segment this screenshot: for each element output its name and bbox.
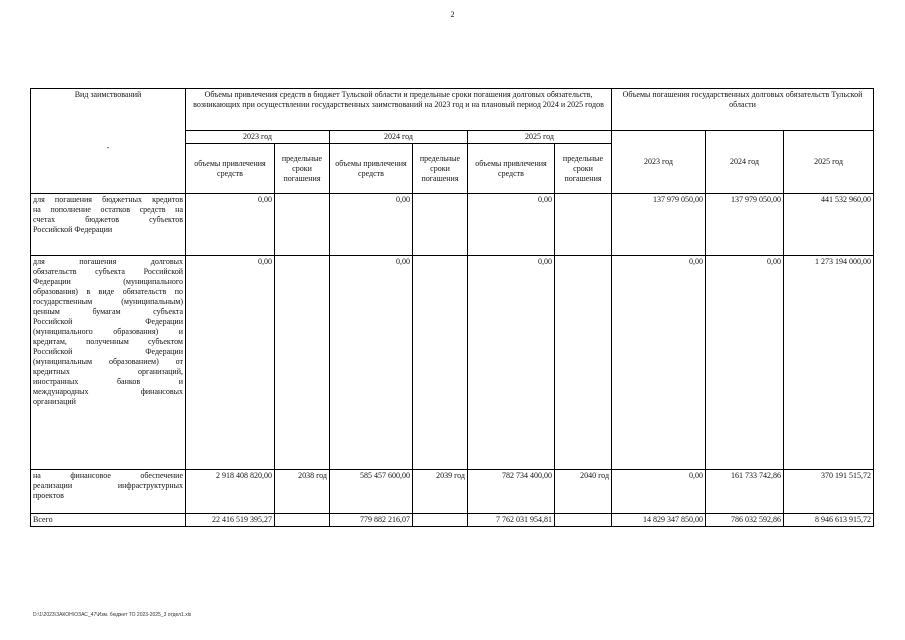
description-line: для погашения бюджетных кредитов [33,195,183,204]
cell-t2023 [275,194,330,256]
total-r2023: 14 829 347 850,00 [612,514,706,527]
volume-2024-header: объемы привлечения средств [330,144,413,194]
repayment-2025-header: 2025 год [784,131,874,194]
table-row [31,470,874,514]
borrowings-table [30,88,874,527]
total-r2024: 786 032 592,86 [706,514,784,527]
year-2025-header: 2025 год [468,131,612,144]
volume-2023-header: объемы привлечения средств [186,144,275,194]
total-row [31,514,874,527]
cell-v2025: 0,00 [468,194,555,256]
description-line: государственным (муниципальным) [33,297,183,306]
total-v2023: 22 416 519 395,27 [186,514,275,527]
year-2024-header: 2024 год [330,131,468,144]
cell-r2023: 0,00 [612,470,706,514]
row-description [31,256,186,470]
page-number: 2 [450,10,455,19]
term-2025-header: предельные сроки погашения [555,144,612,194]
dash-mark: - [106,143,110,152]
description-line: (муниципальным образованием) от [33,357,183,366]
cell-v2025: 0,00 [468,256,555,470]
cell-v2023: 2 918 408 820,00 [186,470,275,514]
description-line: счетах бюджетов субъектов [33,215,183,224]
attraction-header: Объемы привлечения средств в бюджет Тульской области и предельные сроки погашения долговых обязательств, возникающих при осуществлении государственных заимствований на 2023 год и на плановый период 2024 и 2025 годов [186,89,612,131]
cell-t2025 [555,194,612,256]
cell-v2025: 782 734 400,00 [468,470,555,514]
description-line: Федерации (муниципального [33,277,183,286]
description-line: Российской Федерации [33,317,183,326]
cell-t2023: 2038 год [275,470,330,514]
cell-r2024: 0,00 [706,256,784,470]
cell-t2024 [413,256,468,470]
description-line: международных финансовых [33,387,183,396]
type-header-label: Вид заимствований [74,90,142,99]
cell-v2024: 0,00 [330,256,413,470]
cell-v2023: 0,00 [186,256,275,470]
cell-r2023: 137 979 050,00 [612,194,706,256]
description-line: Российской Федерации [33,347,183,356]
total-v2024: 779 882 216,07 [330,514,413,527]
repayment-2024-header: 2024 год [706,131,784,194]
description-line: Российской Федерации [33,225,113,234]
description-line: реализации инфраструктурных [33,481,183,490]
cell-v2023: 0,00 [186,194,275,256]
total-r2025: 8 946 613 915,72 [784,514,874,527]
total-t2024 [413,514,468,527]
repayment-2023-header: 2023 год [612,131,706,194]
table-row [31,194,874,256]
cell-t2025 [555,256,612,470]
description-line: проектов [33,491,64,500]
row-description [31,194,186,256]
cell-r2024: 137 979 050,00 [706,194,784,256]
description-line: для погашения долговых [33,257,183,266]
total-t2023 [275,514,330,527]
file-path-footer: D:\1\2023\ЗАКОН\ОЗАС_47\Изм. бюджет ТО 2023-2025_3 отдел1.xls [33,612,192,618]
description-line: на финансовое обеспечение [33,471,183,480]
cell-r2025: 441 532 960,00 [784,194,874,256]
cell-t2025: 2040 год [555,470,612,514]
year-2023-header: 2023 год [186,131,330,144]
description-line: кредитных организаций, [33,367,183,376]
term-2024-header: предельные сроки погашения [413,144,468,194]
description-line: (муниципального образования) и [33,327,183,336]
cell-t2023 [275,256,330,470]
description-line: организаций [33,397,76,406]
total-t2025 [555,514,612,527]
description-line: на пополнение остатков средств на [33,205,183,214]
row-description [31,470,186,514]
cell-t2024 [413,194,468,256]
volume-2025-header: объемы привлечения средств [468,144,555,194]
table-row [31,256,874,470]
type-header-cell [31,89,186,194]
term-2023-header: предельные сроки погашения [275,144,330,194]
repayment-header: Объемы погашения государственных долговых обязательств Тульской области [612,89,874,131]
total-label: Всего [31,514,186,527]
cell-r2024: 161 733 742,86 [706,470,784,514]
cell-r2023: 0,00 [612,256,706,470]
description-line: иностранных банков и [33,377,183,386]
header-row-1 [31,89,874,131]
description-line: кредитам, полученным субъектом [33,337,183,346]
cell-t2024: 2039 год [413,470,468,514]
cell-v2024: 585 457 600,00 [330,470,413,514]
cell-r2025: 370 191 515,72 [784,470,874,514]
description-line: обязательств субъекта Российской [33,267,183,276]
cell-r2025: 1 273 194 000,00 [784,256,874,470]
total-v2025: 7 762 031 954,81 [468,514,555,527]
cell-v2024: 0,00 [330,194,413,256]
description-line: ценным бумагам субъекта [33,307,183,316]
description-line: образования) в виде обязательств по [33,287,183,296]
